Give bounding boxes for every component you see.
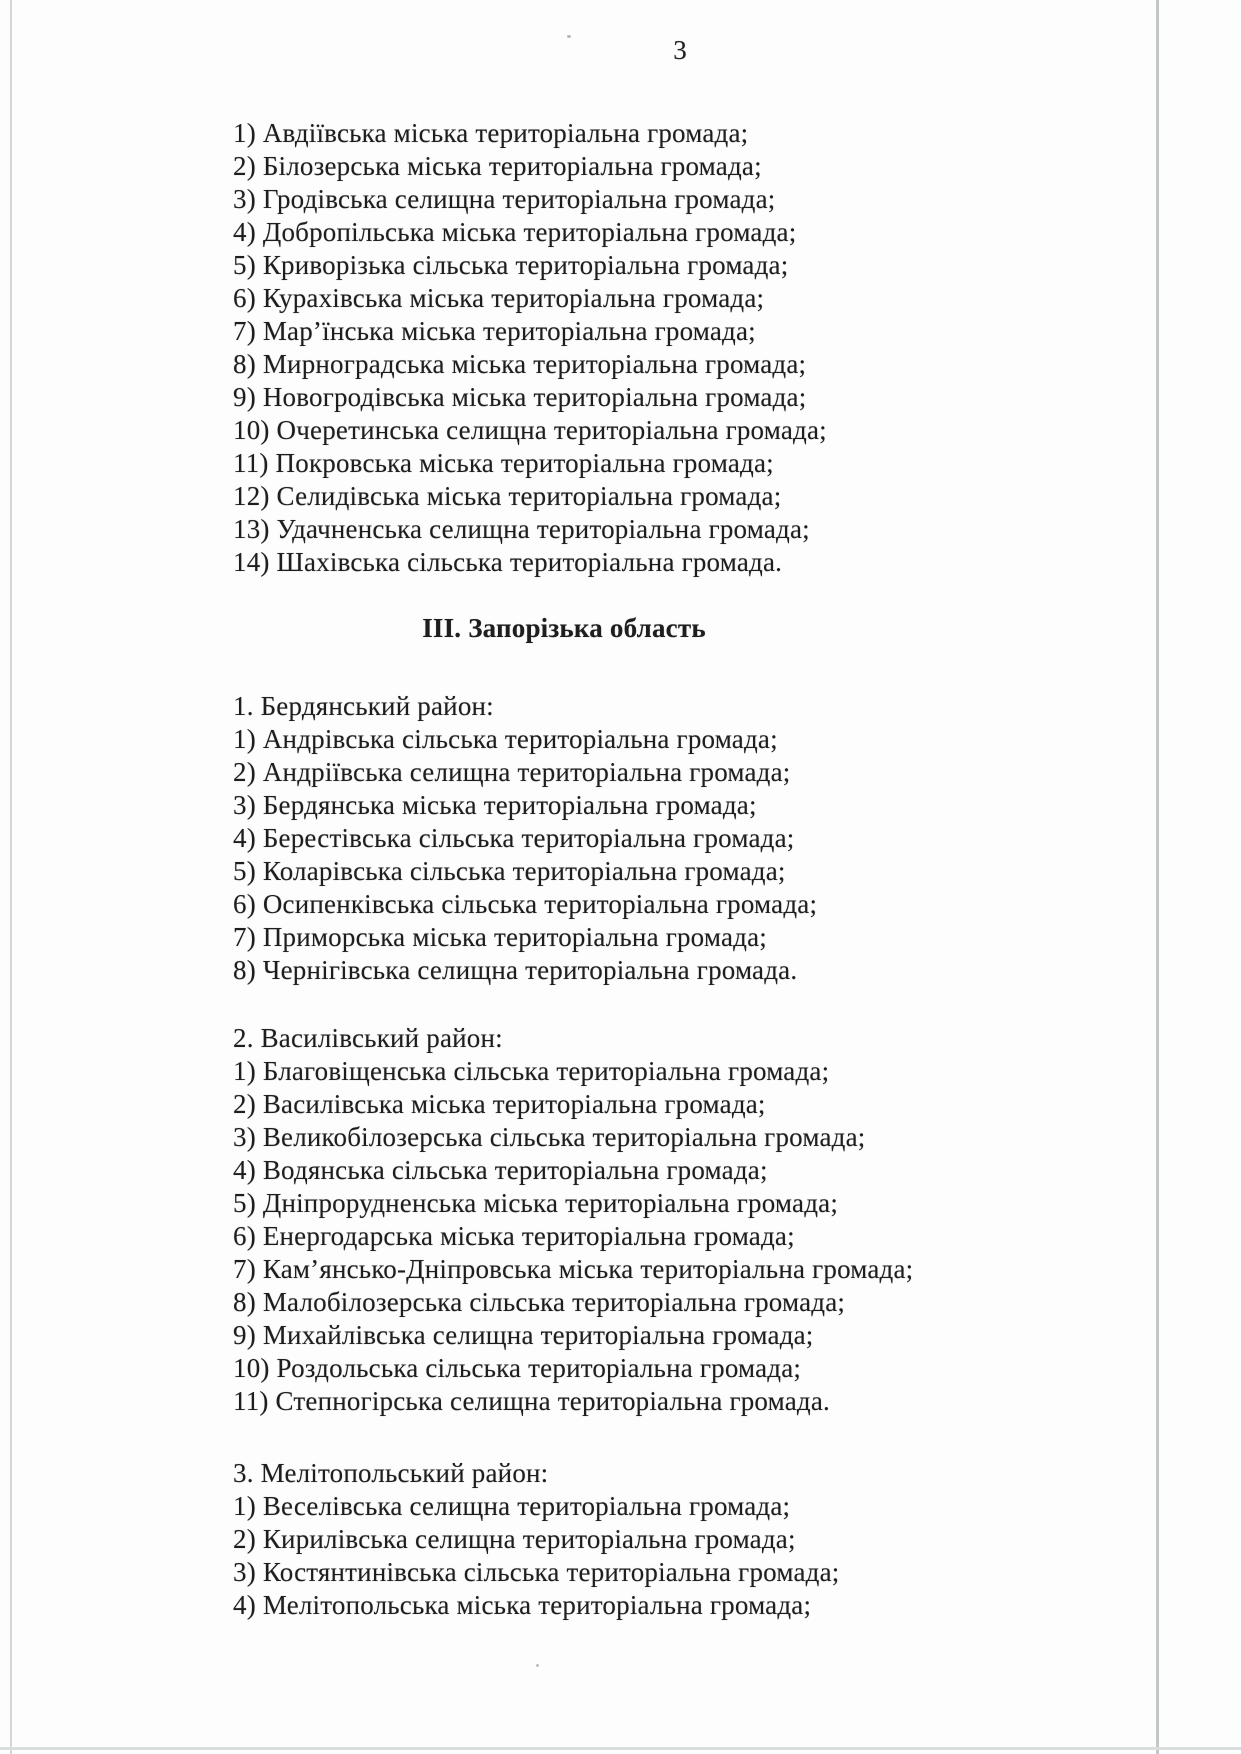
district-community-list	[233, 1055, 914, 1418]
list-item: 3) Бердянська міська територіальна громада;	[233, 790, 757, 820]
list-item: 3) Костянтинівська сільська територіальна громада;	[233, 1557, 840, 1587]
scan-edge-bottom	[0, 1747, 1241, 1750]
list-item: 8) Чернігівська селищна територіальна громада.	[233, 955, 798, 985]
list-item: 5) Коларівська сільська територіальна громада;	[233, 856, 786, 886]
list-item: 3) Гродівська селищна територіальна громада;	[233, 184, 776, 214]
list-item: 2) Білозерська міська територіальна громада;	[233, 151, 762, 181]
list-item: 4) Водянська сільська територіальна громада;	[233, 1155, 768, 1185]
list-item: 1) Авдіївська міська територіальна громада;	[233, 118, 749, 148]
list-item: 13) Удачненська селищна територіальна громада;	[233, 514, 810, 544]
list-item: 5) Дніпрорудненська міська територіальна громада;	[233, 1188, 839, 1218]
district-community-list	[233, 723, 895, 987]
district-title: 1. Бердянський район:	[233, 691, 494, 721]
list-item: 5) Криворізька сільська територіальна громада;	[233, 250, 789, 280]
list-item: 6) Осипенківська сільська територіальна громада;	[233, 889, 818, 919]
district-community-list	[233, 1490, 895, 1622]
list-item: 3) Великобілозерська сільська територіальна громада;	[233, 1122, 866, 1152]
intro-community-list	[233, 117, 895, 579]
list-item: 11) Степногірська селищна територіальна громада.	[233, 1386, 830, 1416]
page-number: 3	[673, 35, 687, 65]
section-heading: III. Запорізька область	[422, 613, 706, 643]
list-item: 10) Очеретинська селищна територіальна громада;	[233, 415, 827, 445]
list-item: 7) Приморська міська територіальна громада;	[233, 922, 767, 952]
scan-speck	[567, 35, 571, 38]
document-body	[233, 117, 914, 1622]
list-item: 2) Василівська міська територіальна громада;	[233, 1089, 766, 1119]
list-item: 7) Кам’янсько-Дніпровська міська територіальна громада;	[233, 1254, 914, 1284]
list-item: 2) Кирилівська селищна територіальна громада;	[233, 1524, 796, 1554]
list-item: 10) Роздольська сільська територіальна громада;	[233, 1353, 802, 1383]
list-item: 1) Веселівська селищна територіальна громада;	[233, 1491, 791, 1521]
list-item: 6) Курахівська міська територіальна громада;	[233, 283, 765, 313]
district-title: 2. Василівський район:	[233, 1023, 503, 1053]
district-title: 3. Мелітопольський район:	[233, 1458, 549, 1488]
list-item: 12) Селидівська міська територіальна громада;	[233, 481, 782, 511]
district-sections	[233, 690, 914, 1622]
scan-edge-right	[1156, 0, 1159, 1754]
district-block-berdiansk	[233, 690, 895, 987]
scan-speck	[536, 1664, 539, 1667]
list-item: 9) Новогродівська міська територіальна громада;	[233, 382, 807, 412]
list-item: 1) Андрівська сільська територіальна громада;	[233, 724, 778, 754]
list-item: 4) Мелітопольська міська територіальна громада;	[233, 1590, 812, 1620]
list-item: 14) Шахівська сільська територіальна громада.	[233, 547, 783, 577]
district-block-melitopol	[233, 1457, 895, 1622]
list-item: 9) Михайлівська селищна територіальна громада;	[233, 1320, 814, 1350]
district-block-vasylivka	[233, 1022, 914, 1418]
list-item: 6) Енергодарська міська територіальна громада;	[233, 1221, 795, 1251]
list-item: 7) Мар’їнська міська територіальна громада;	[233, 316, 756, 346]
list-item: 11) Покровська міська територіальна громада;	[233, 448, 774, 478]
list-item: 2) Андріївська селищна територіальна громада;	[233, 757, 791, 787]
list-item: 1) Благовіщенська сільська територіальна громада;	[233, 1056, 830, 1086]
list-item: 8) Малобілозерська сільська територіальна громада;	[233, 1287, 846, 1317]
scan-edge-left	[10, 0, 12, 1754]
list-item: 4) Добропільська міська територіальна громада;	[233, 217, 797, 247]
list-item: 4) Берестівська сільська територіальна громада;	[233, 823, 795, 853]
list-item: 8) Мирноградська міська територіальна громада;	[233, 349, 807, 379]
